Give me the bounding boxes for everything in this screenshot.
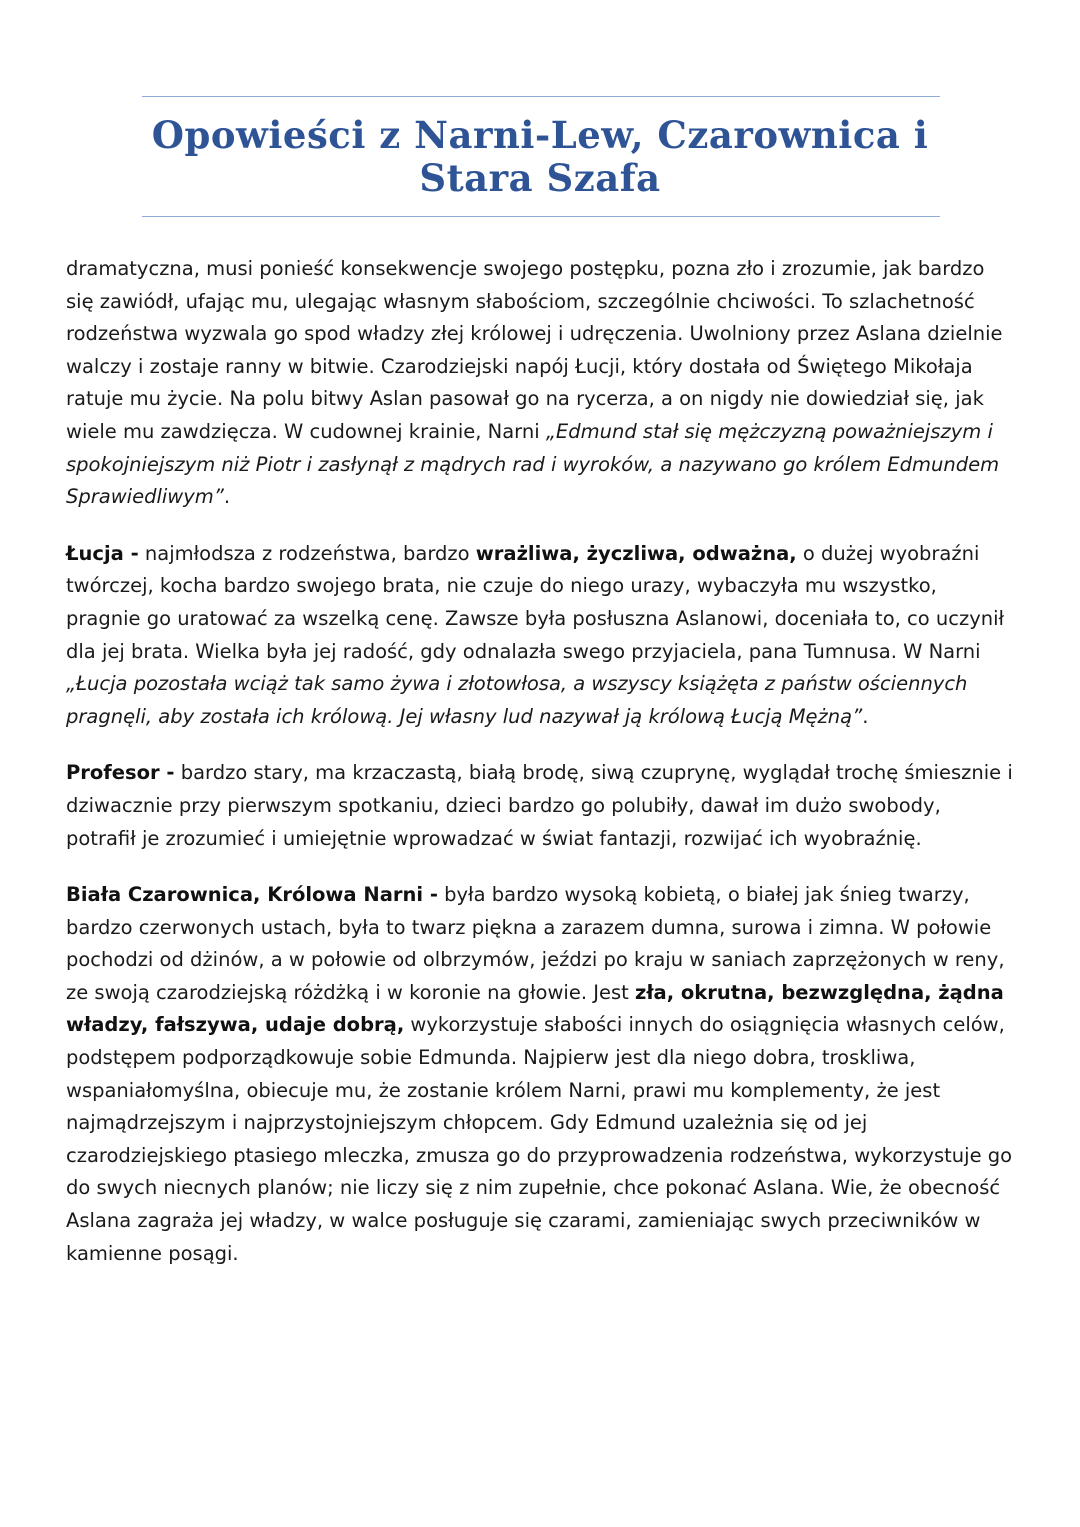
- edmund-end: .: [223, 485, 231, 509]
- lucja-text-1: najmłodsza z rodzeństwa, bardzo: [138, 541, 476, 565]
- paragraph-profesor: [66, 757, 1016, 855]
- profesor-text: bardzo stary, ma krzaczastą, białą brodę, siwą czuprynę, wyglądał trochę śmiesznie i dziwacznie przy pierwszym spotkaniu, dzieci bardzo go polubiły, dawał im dużo swobody, potrafił je zrozumieć i umiejętnie wprowadzać w świat fantazji, rozwijać ich wyobraźnię.: [66, 761, 1013, 850]
- page-title-line-1: Opowieści z Narni-Lew, Czarownica i: [151, 113, 929, 157]
- lucja-traits: wrażliwa, życzliwa, odważna,: [475, 541, 797, 565]
- czarownica-traits: zła, okrutna, bezwzględna, żądna władzy, fałszywa, udaje dobrą,: [66, 980, 1004, 1037]
- paragraph-lucja: [66, 538, 1016, 734]
- edmund-quote: „Edmund stał się mężczyzną poważniejszym i spokojniejszym niż Piotr i zasłynął z mądrych rad i wyroków, a nazywano go królem Edmundem Sprawiedliwym”: [66, 419, 1000, 509]
- czarownica-heading: Biała Czarownica, Królowa Narni -: [66, 883, 438, 907]
- paragraph-czarownica: [66, 879, 1016, 1270]
- paragraph-edmund: [66, 253, 1016, 514]
- lucja-heading: Łucja -: [66, 541, 139, 565]
- czarownica-text-1: była bardzo wysoką kobietą, o białej jak śnieg twarzy, bardzo czerwonych ustach, była to twarz piękna a zarazem dumna, surowa i zimna. W połowie pochodzi od dżinów, a w połowie od olbrzymów, jeździ po kraju w saniach zaprzężonych w reny, ze swoją czarodziejską różdżką i w koronie na głowie. Jest: [66, 883, 1005, 1004]
- profesor-heading: Profesor -: [66, 761, 175, 785]
- document-body: [66, 253, 1016, 1294]
- header-rule-top: [142, 96, 940, 97]
- edmund-text: dramatyczna, musi ponieść konsekwencje swojego postępku, pozna zło i zrozumie, jak bardzo się zawiódł, ufając mu, ulegając własnym słabościom, szczególnie chciwości. To szlachetność rodzeństwa wyzwala go spod władzy złej królowej i udręczenia. Uwolniony przez Aslana dzielnie walczy i zostaje ranny w bitwie. Czarodziejski napój Łucji, który dostała od Świętego Mikołaja ratuje mu życie. Na polu bitwy Aslan pasował go na rycerza, a on nigdy nie dowiedział się, jak wiele mu zawdzięcza. W cudownej krainie, Narni: [66, 257, 1003, 443]
- lucja-text-2: o dużej wyobraźni twórczej, kocha bardzo swojego brata, nie czuje do niego urazy, wybaczyła mu wszystko, pragnie go uratować za wszelką cenę. Zawsze była posłuszna Aslanowi, doceniała to, co uczynił dla jej brata. Wielka była jej radość, gdy odnalazła swego przyjaciela, pana Tumnusa. W Narni: [66, 541, 1005, 663]
- page-title: [100, 114, 980, 200]
- page-title-line-2: Stara Szafa: [419, 156, 661, 200]
- czarownica-text-2: wykorzystuje słabości innych do osiągnięcia własnych celów, podstępem podporządkowuje sobie Edmunda. Najpierw jest dla niego dobra, troskliwa, wspaniałomyślna, obiecuje mu, że zostanie królem Narni, prawi mu komplementy, że jest najmądrzejszym i najprzystojniejszym chłopcem. Gdy Edmund uzależnia się od jej czarodziejskiego ptasiego mleczka, zmusza go do przyprowadzenia rodzeństwa, wykorzystuje go do swych niecnych planów; nie liczy się z nim zupełnie, chce pokonać Aslana. Wie, że obecność Aslana zagraża jej władzy, w walce posługuje się czarami, zamieniając swych przeciwników w kamienne posągi.: [66, 1013, 1013, 1265]
- lucja-quote: „Łucja pozostała wciąż tak samo żywa i złotowłosa, a wszyscy książęta z państw ościennych pragnęli, aby została ich królową. Jej własny lud nazywał ją królową Łucją Mężną”: [66, 672, 968, 728]
- header-rule-bottom: [142, 216, 940, 217]
- lucja-end: .: [862, 704, 869, 728]
